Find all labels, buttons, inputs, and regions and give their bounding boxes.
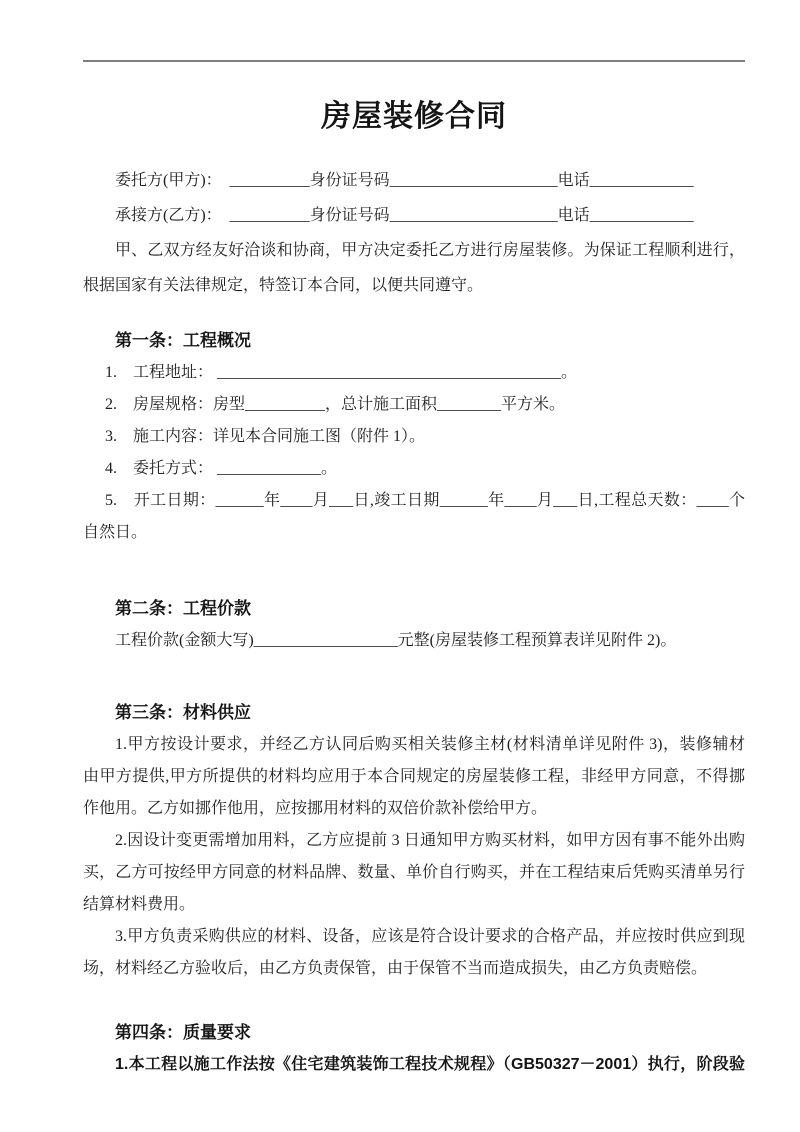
page-header-rule	[83, 60, 745, 62]
article-2-heading: 第二条：工程价款	[115, 599, 251, 618]
article-3-para-1-line-1: 1.甲方按设计要求，并经乙方认同后购买相关装修主材(材料清单详见附件 3)，装修辅材	[115, 736, 745, 753]
article-1-item-1: 1. 工程地址： ___________________________________________。	[105, 364, 578, 381]
intro-line-1: 甲、乙双方经友好洽谈和协商，甲方决定委托乙方进行房屋装修。为保证工程顺利进行，	[115, 242, 745, 259]
article-3-para-2-line-3: 结算材料费用。	[83, 896, 196, 913]
article-4-body: 1.本工程以施工作法按《住宅建筑装饰工程技术规程》（GB50327－2001）执行，阶段验	[115, 1056, 745, 1073]
article-2-section	[83, 593, 745, 657]
article-1-item-3: 3. 施工内容：详见本合同施工图（附件 1）。	[105, 428, 426, 445]
article-3-para-3-line-2: 场，材料经乙方验收后，由乙方负责保管，由于保管不当而造成损失，由乙方负责赔偿。	[83, 960, 708, 977]
article-3-para-2-line-1: 2.因设计变更需增加用料，乙方应提前 3 日通知甲方购买材料，如甲方因有事不能外出购	[115, 832, 745, 849]
article-3-para-3-line-1: 3.甲方负责采购供应的材料、设备，应该是符合设计要求的合格产品，并应按时供应到现	[115, 928, 745, 945]
article-3-para-1-line-2: 由甲方提供,甲方所提供的材料均应用于本合同规定的房屋装修工程，非经甲方同意，不得挪	[83, 768, 745, 785]
intro-paragraph	[83, 233, 745, 303]
party-line-contractor: 承接方(乙方)： __________身份证号码_____________________电话_____________	[115, 207, 694, 224]
article-1-item-5-continuation: 自然日。	[83, 524, 148, 541]
article-3-section	[83, 697, 745, 985]
article-3-para-1-line-3: 作他用。乙方如挪作他用，应按挪用材料的双倍价款补偿给甲方。	[83, 800, 548, 817]
article-1-item-2: 2. 房屋规格：房型__________，总计施工面积________平方米。	[105, 396, 566, 413]
article-4-section	[83, 1017, 745, 1081]
intro-line-2: 根据国家有关法律规定，特签订本合同，以便共同遵守。	[83, 277, 484, 294]
document-title: 房屋装修合同	[321, 100, 507, 133]
article-1-item-4: 4. 委托方式： _____________。	[105, 460, 338, 477]
article-1-heading: 第一条：工程概况	[115, 331, 251, 350]
article-4-heading: 第四条：质量要求	[115, 1023, 251, 1042]
party-line-client: 委托方(甲方)： __________身份证号码_____________________电话_____________	[115, 172, 694, 189]
party-section	[83, 163, 745, 233]
article-1-item-5: 5. 开工日期：______年____月___日,竣工日期______年____月___日,工程总天数：____个	[105, 492, 745, 509]
article-2-body: 工程价款(金额大写)__________________元整(房屋装修工程预算表详见附件 2)。	[115, 632, 677, 649]
article-3-heading: 第三条：材料供应	[115, 703, 251, 722]
article-1-section	[83, 325, 745, 549]
article-3-para-2-line-2: 买，乙方可按经甲方同意的材料品牌、数量、单价自行购买，并在工程结束后凭购买清单另行	[83, 864, 745, 881]
